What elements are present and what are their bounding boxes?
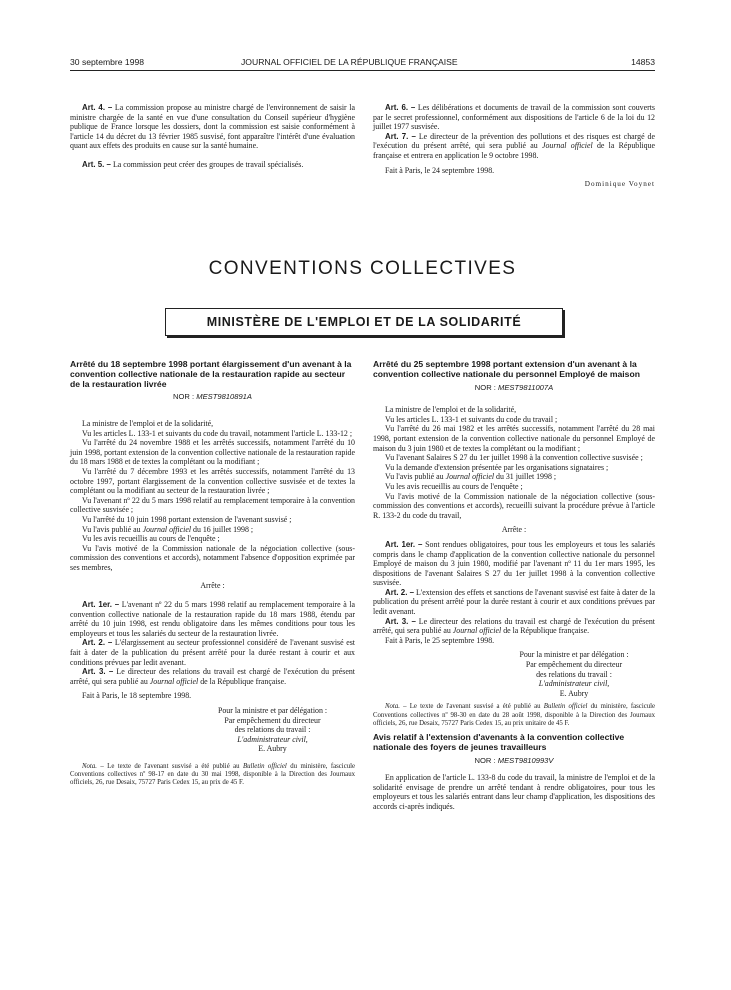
nota-note: Nota. – Le texte de l'avenant susvisé a été publié au Bulletin officiel du ministère, fascicule Conventions collectives nº 98-30 en date du 28 août 1998, disponible à la Direction des Journaux officiels, 26, rue Desaix, 75727 Paris Cedex 15, au prix unitaire de 45 F. [373,703,656,727]
decrees-heading: Arrête : [501,525,527,535]
signature-line: Pour la ministre et par délégation : [217,706,328,716]
whereas: Vu les avis recueillis au cours de l'enquête ; [82,534,220,544]
signature-name: E. Aubry [258,744,287,754]
signature-line: L'administrateur civil, [538,679,610,689]
right-column [373,360,655,812]
whereas: Vu l'avis motivé de la Commission nationale de la négociation collective (sous-commission des conventions et accords), notamment l'absence d'opposition exprimée par ses membres, [70,543,355,572]
whereas: Vu l'arrêté du 26 mai 1982 et les arrêtés successifs, notamment l'arrêté du 28 mai 1998, portant extension de la convention collective nationale du personnel Employé de maison du 3 juin 1980 et de textes la complétant ou la modifiant ; [373,424,655,453]
done-at: Fait à Paris, le 24 septembre 1998. [385,165,495,175]
signature-line: Par empêchement du directeur [224,715,321,725]
whereas: Vu l'avis motivé de la Commission nationale de la négociation collective (sous-commission des conventions et accords), recueilli suivant la procédure prévue à l'article R. 133-2 du code du travail, [373,491,655,520]
header-page-number: 14853 [631,57,655,67]
whereas: Vu l'avis publié au Journal officiel du 31 juillet 1998 ; [385,472,557,482]
article-1: Art. 1er. – L'avenant nº 22 du 5 mars 1998 relatif au remplacement temporaire à la convention collective nationale de la restauration rapide du 18 mars 1988, étendu par arrêté du 10 juin 1998, est rendu obligatoire dans les mêmes conditions pour tous les employeurs et tous les salariés du secteur de la restauration livrée. [70,600,355,638]
top-left-column [70,103,355,170]
article-7: Art. 7. – Le directeur de la prévention des pollutions et des risques est chargé de l'exécution du présent arrêté, qui sera publié au Journal officiel de la République française et entrera en application le 9 octobre 1998. [373,131,655,160]
whereas: Vu les articles L. 133-1 et suivants du code du travail, notamment l'article L. 133-12 ; [82,428,353,438]
top-right-column [373,103,655,190]
section-title: CONVENTIONS COLLECTIVES [208,258,517,279]
header-rule [70,70,655,71]
article-3: Art. 3. – Le directeur des relations du travail est chargé de l'exécution du présent arrêté, qui sera publié au Journal officiel de la République française. [70,667,355,686]
signature-line: L'administrateur civil, [237,734,308,744]
article-1: Art. 1er. – Sont rendues obligatoires, pour tous les employeurs et tous les salariés compris dans le champ d'application de la convention collective nationale du personnel Employé de maison du 3 juin 1980, modifié par l'avenant nº 11 du 1er mars 1995, les dispositions de l'avenant Salaires S 27 du 1er juillet 1998 à la convention collective susvisée. [373,539,655,588]
signature-line: des relations du travail : [234,725,311,735]
article-6: Art. 6. – Les délibérations et documents de travail de la commission sont couverts par le secret professionnel, conformément aux dispositions de l'article 6 de la loi du 12 juillet 1977 susvisée. [373,103,655,132]
ministry-heading: MINISTÈRE DE L'EMPLOI ET DE LA SOLIDARITÉ [165,308,563,336]
whereas: Vu l'arrêté du 10 juin 1998 portant extension de l'avenant susvisé ; [82,514,292,524]
article-2: Art. 2. – L'élargissement au secteur professionnel considéré de l'avenant susvisé est fait à dater de la publication du présent arrêté pour la durée restant à courir et aux conditions prévues par ledit avenant. [70,638,355,667]
done-at: Fait à Paris, le 18 septembre 1998. [82,691,192,701]
whereas: Vu l'avis publié au Journal officiel du 16 juillet 1998 ; [82,524,254,534]
intro: La ministre de l'emploi et de la solidarité, [82,418,214,428]
nota-note: Nota. – Le texte de l'avenant susvisé a été publié au Bulletin officiel du ministère, fascicule Conventions collectives nº 98-17 en date du 30 mai 1998, disponible à la Direction des Journaux officiels, 26, rue Desaix, 75727 Paris Cedex 15, au prix de 45 F. [70,762,356,787]
article-4: Art. 4. – La commission propose au ministre chargé de l'environnement de saisir la ministre chargée de la santé en vue d'une consultation du Conseil supérieur d'hygiène publique de France lorsque les dossiers, dont la commission est saisie conformément à l'article 14 du décret du 13 février 1985 susvisé, font apparaître l'intérêt d'une évaluation quant aux effets des produits en cause sur la santé humaine. [70,103,355,151]
whereas: Vu l'arrêté du 24 novembre 1988 et les arrêtés successifs, notamment l'arrêté du 10 juin 1998, portant extension de la convention collective nationale de la restauration rapide du 18 mars 1988 et de textes la complétant ou la modifiant ; [70,438,355,467]
signature-line: des relations du travail : [536,669,612,679]
header-journal-title: JOURNAL OFFICIEL DE LA RÉPUBLIQUE FRANÇAISE [241,57,458,67]
nor-reference: NOR : MEST9811007A [474,382,554,392]
article-3: Art. 3. – Le directeur des relations du travail est chargé de l'exécution du présent arrêté, qui sera publié au Journal officiel de la République française. [373,616,655,636]
decree-title: Arrêté du 25 septembre 1998 portant extension d'un avenant à la convention collective nationale du personnel Employé de maison [373,359,640,379]
decrees-heading: Arrête : [200,581,225,591]
nor-reference: NOR : MEST9810993V [474,755,554,765]
signature-line: Par empêchement du directeur [525,660,623,670]
whereas: Vu les articles L. 133-1 et suivants du code du travail ; [385,414,558,424]
left-column [70,360,355,788]
nor-reference: NOR : MEST9810891A [173,392,252,402]
done-at: Fait à Paris, le 25 septembre 1998. [385,635,495,645]
signature: Dominique Voynet [584,180,655,189]
intro: La ministre de l'emploi et de la solidarité, [385,405,517,415]
whereas: Vu l'avenant Salaires S 27 du 1er juillet 1998 à la convention collective susvisée ; [385,453,643,463]
whereas: Vu la demande d'extension présentée par les organisations signataires ; [385,462,609,472]
page-header [70,57,655,71]
whereas: Vu l'avenant nº 22 du 5 mars 1998 relatif au remplacement temporaire à la convention collective susvisée ; [70,495,355,515]
header-date: 30 septembre 1998 [70,57,145,67]
article-2: Art. 2. – L'extension des effets et sanctions de l'avenant susvisé est faite à dater de la publication du présent arrêté pour la durée restant à courir et aux conditions prévues par ledit avenant. [373,587,655,617]
notice-title: Avis relatif à l'extension d'avenants à la convention collective nationale des foyers de jeunes travailleurs [373,732,625,752]
notice-text: En application de l'article L. 133-8 du code du travail, la ministre de l'emploi et de la solidarité envisage de prendre un arrêté tendant à rendre obligatoires, pour tous les employeurs et tous les salariés entrant dans leur champ d'application, les dispositions des accords ci-après indiqués. [373,773,655,811]
decree-title: Arrêté du 18 septembre 1998 portant élargissement d'un avenant à la convention collective nationale de la restauration rapide au secteur de la restauration livrée [70,359,352,389]
signature-name: E. Aubry [559,688,589,698]
whereas: Vu les avis recueillis au cours de l'enquête ; [385,481,523,491]
signature-line: Pour la ministre et par délégation : [519,650,629,660]
article-5: Art. 5. – La commission peut créer des groupes de travail spécialisés. [82,159,304,169]
whereas: Vu l'arrêté du 7 décembre 1993 et les arrêtés successifs, notamment l'arrêté du 13 octobre 1997, portant élargissement de la convention collective susvisée et de textes la complétant ou la modifiant au secteur de la restauration livrée ; [70,466,355,496]
